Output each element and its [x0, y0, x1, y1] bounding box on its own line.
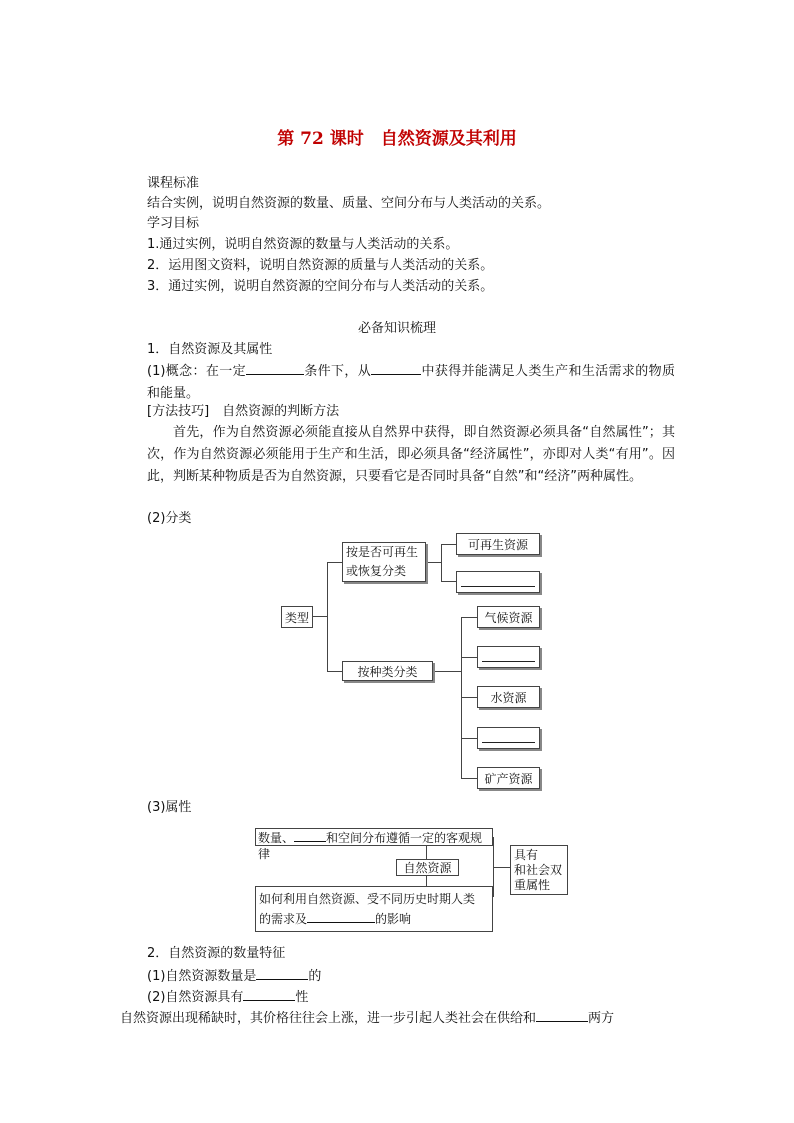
attribute-bottom-box — [255, 886, 493, 932]
climate-resource-box: 气候资源 — [477, 606, 540, 628]
blank-resource-box[interactable] — [477, 646, 540, 668]
answer-blank[interactable] — [256, 965, 308, 980]
page-title: 第 72 课时 自然资源及其利用 — [277, 129, 517, 149]
connector-line — [433, 671, 461, 672]
connector-line — [461, 778, 477, 779]
attr-bottom-a: 如何利用自然资源、受不同历史时期人类 — [259, 892, 476, 906]
attr-top-b: 和空间分布遵循一定的客观规律 — [258, 831, 483, 861]
attr-right-line: 重属性 — [514, 878, 551, 892]
connector-line — [441, 544, 456, 545]
method-tip-label: [方法技巧] 自然资源的判断方法 — [147, 404, 340, 419]
q2-a: (2)自然资源具有 — [147, 990, 244, 1005]
attr-bottom-c: 的影响 — [375, 912, 412, 926]
connector-line — [461, 738, 477, 739]
connector-line — [441, 544, 442, 581]
connector-line — [426, 562, 441, 563]
q1-b: 的 — [308, 969, 322, 984]
learning-goals-label: 学习目标 — [147, 216, 200, 231]
answer-blank[interactable] — [294, 829, 326, 842]
answer-blank[interactable] — [482, 661, 535, 662]
attr-right-line: 具有 — [514, 848, 539, 862]
branch-renewable-line2: 或恢复分类 — [346, 564, 407, 578]
quantity-item-1 — [147, 965, 321, 987]
connector-line — [461, 657, 477, 658]
renewable-resource-box: 可再生资源 — [456, 533, 540, 555]
concept-part-b: 条件下，从 — [303, 364, 372, 379]
dual-attribute-box — [510, 845, 568, 895]
connector-line — [327, 671, 342, 672]
attr-top-a: 数量、 — [258, 831, 295, 845]
connector-line — [327, 562, 342, 563]
q2-b: 性 — [295, 990, 309, 1005]
learning-goal-item: 1.通过实例，说明自然资源的数量与人类活动的关系。 — [147, 237, 459, 252]
scarcity-a: 自然资源出现稀缺时，其价格往往会上涨，进一步引起人类社会在供给和 — [120, 1011, 537, 1026]
attr-bottom-b: 的需求及 — [259, 912, 308, 926]
classify-label: (2)分类 — [147, 511, 192, 526]
attribute-label: (3)属性 — [147, 800, 192, 815]
connector-line — [441, 581, 456, 582]
connector-line — [327, 562, 328, 671]
method-tip-text: 首先，作为自然资源必须能直接从自然界中获得，即自然资源必须具备“自然属性”；其次，作为自然资源必须能用于生产和生活，即必须具备“经济属性”，亦即对人类“有用”。因此，判断某种物质是否为自然资源，只要看它是否同时具备“自然”和“经济”两种属性。 — [147, 425, 675, 484]
scarcity-text — [120, 1007, 614, 1029]
connector-line — [426, 846, 427, 860]
answer-blank[interactable] — [461, 586, 535, 587]
connector-line — [461, 617, 477, 618]
connector-line — [313, 616, 327, 617]
answer-blank[interactable] — [246, 360, 304, 375]
learning-goal-item: 2．运用图文资料，说明自然资源的质量与人类活动的关系。 — [147, 258, 494, 273]
answer-blank[interactable] — [307, 910, 375, 923]
q1-a: (1)自然资源数量是 — [147, 969, 257, 984]
attr-right-line: 和社会双 — [514, 863, 563, 877]
course-standard-label: 课程标准 — [147, 176, 200, 191]
answer-blank[interactable] — [371, 360, 421, 375]
scarcity-b: 两方 — [588, 1011, 615, 1026]
connector-line — [493, 867, 510, 868]
concept-part-c: 中获得并能满足人类生产和生活需求的物质和能量。 — [147, 364, 675, 401]
connector-line — [461, 697, 477, 698]
attribute-top-box — [255, 828, 493, 861]
answer-blank[interactable] — [243, 986, 295, 1001]
connector-line — [426, 875, 427, 886]
natural-resource-center-box: 自然资源 — [396, 859, 459, 876]
water-resource-box: 水资源 — [477, 686, 540, 708]
concept-paragraph — [147, 360, 675, 405]
section1-heading: 1．自然资源及其属性 — [147, 342, 273, 357]
answer-blank[interactable] — [536, 1007, 588, 1022]
blank-resource-box[interactable] — [456, 571, 540, 593]
answer-blank[interactable] — [482, 742, 535, 743]
section2-heading: 2．自然资源的数量特征 — [147, 946, 286, 961]
quantity-item-2 — [147, 986, 308, 1008]
mineral-resource-box: 矿产资源 — [477, 767, 540, 789]
learning-goal-item: 3．通过实例，说明自然资源的空间分布与人类活动的关系。 — [147, 279, 494, 294]
branch-type-box: 按种类分类 — [342, 661, 433, 681]
type-root-box: 类型 — [281, 606, 313, 628]
connector-line — [493, 837, 494, 897]
blank-resource-box[interactable] — [477, 727, 540, 749]
branch-renewable-line1: 按是否可再生 — [346, 545, 419, 559]
branch-renewable-box — [342, 542, 426, 582]
concept-part-a: (1)概念：在一定 — [147, 364, 246, 379]
section-heading: 必备知识梳理 — [357, 321, 436, 336]
course-standard-text: 结合实例，说明自然资源的数量、质量、空间分布与人类活动的关系。 — [147, 196, 551, 211]
